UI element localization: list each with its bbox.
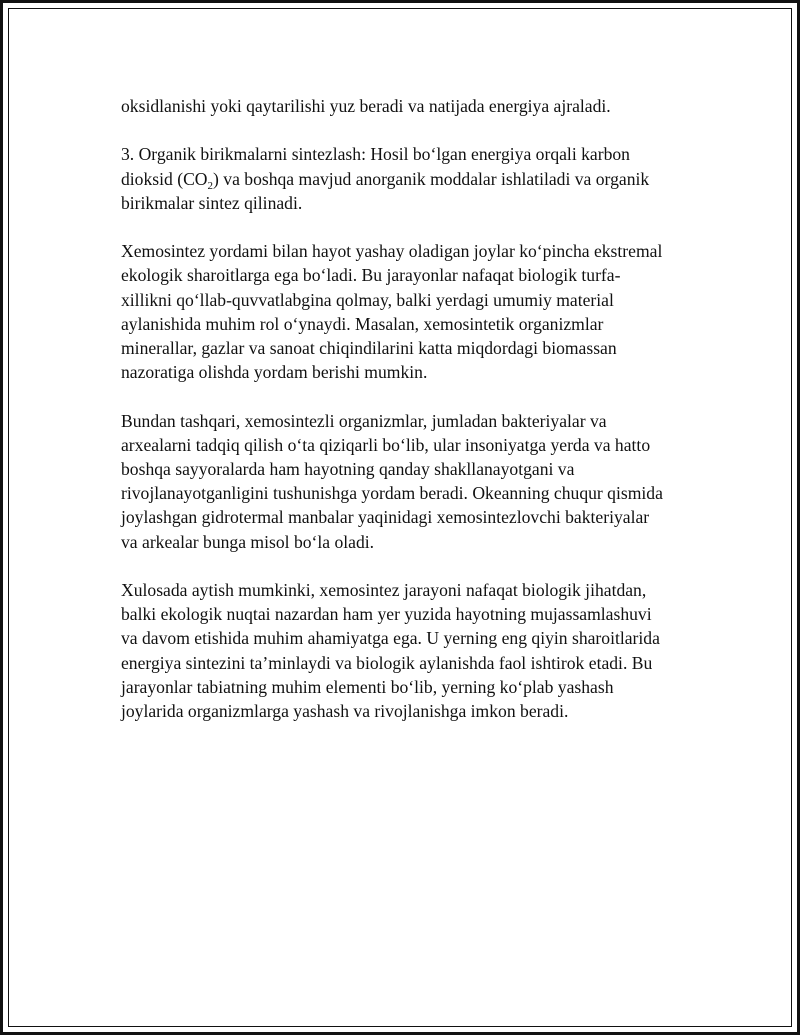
text-line: nazoratiga olishda yordam berishi mumkin. xyxy=(121,362,428,383)
text-line: va arkealar bunga misol bo‘la oladi. xyxy=(121,531,375,552)
text-line: oksidlanishi yoki qaytarilishi yuz beradi va natijada energiya ajraladi. xyxy=(121,96,611,116)
paragraph-continuation xyxy=(121,94,696,118)
paragraph-conclusion xyxy=(121,578,696,723)
text-line: 3. Organik birikmalarni sintezlash: Hosil bo‘lgan energiya orqali karbon xyxy=(121,144,630,165)
text-line: joylarida organizmlarga yashash va rivojlanishga imkon beradi. xyxy=(121,701,569,722)
text-line: arxealarni tadqiq qilish o‘ta qiziqarli bo‘lib, ular insoniyatga yerda va hatto xyxy=(121,434,651,455)
paragraph-habitats xyxy=(121,239,696,384)
text-line: xillikni qo‘llab-quvvatlabgina qolmay, balki yerdagi umumiy material xyxy=(121,289,614,310)
text-line: rivojlanayotganligini tushunishga yordam beradi. Okeanning chuqur qismida xyxy=(121,483,663,504)
paragraph-organic-synthesis xyxy=(121,142,696,215)
text-line: aylanishida muhim rol o‘ynaydi. Masalan, xemosintetik organizmlar xyxy=(121,313,604,334)
text-line: birikmalar sintez qilinadi. xyxy=(121,192,303,213)
paragraph-research xyxy=(121,409,696,554)
text-line-co2 xyxy=(121,167,696,191)
text-line: minerallar, gazlar va sanoat chiqindilarini katta miqdordagi biomassan xyxy=(121,338,617,358)
co2-prefix: dioksid (CO xyxy=(121,168,208,189)
text-line: joylashgan gidrotermal manbalar yaqinidagi xemosintezlovchi bakteriyalar xyxy=(121,507,650,528)
text-line: va davom etishida muhim ahamiyatga ega. U yerning eng qiyin sharoitlarida xyxy=(121,628,660,649)
text-line: Bundan tashqari, xemosintezli organizmlar, jumladan bakteriyalar va xyxy=(121,410,607,431)
text-line: boshqa sayyoralarda ham hayotning qanday shakllanayotgani va xyxy=(121,459,575,479)
text-line: ekologik sharoitlarga ega bo‘ladi. Bu jarayonlar nafaqat biologik turfa- xyxy=(121,265,621,286)
co2-suffix: ) va boshqa mavjud anorganik moddalar ishlatiladi va organik xyxy=(213,168,650,189)
text-line: Xulosada aytish mumkinki, xemosintez jarayoni nafaqat biologik jihatdan, xyxy=(121,580,647,600)
document-body xyxy=(121,94,696,747)
co2-subscript: 2 xyxy=(207,179,214,192)
text-line: energiya sintezini ta’minlaydi va biologik aylanishda faol ishtirok etadi. Bu xyxy=(121,652,653,673)
text-line: jarayonlar tabiatning muhim elementi bo‘lib, yerning ko‘plab yashash xyxy=(121,676,614,697)
text-line: balki ekologik nuqtai nazardan ham yer yuzida hayotning mujassamlashuvi xyxy=(121,604,652,625)
text-line: Xemosintez yordami bilan hayot yashay oladigan joylar ko‘pincha ekstremal xyxy=(121,241,663,262)
